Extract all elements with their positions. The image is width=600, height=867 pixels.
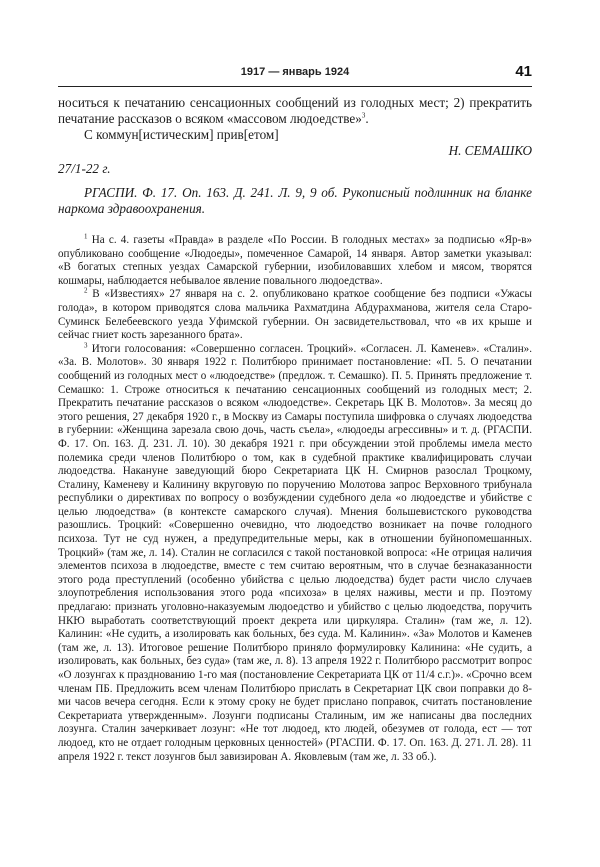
footnote — [58, 288, 532, 342]
footnote-number: 2 — [84, 286, 88, 295]
footnotes — [58, 234, 532, 764]
footnote-number: 1 — [84, 232, 88, 241]
footnote-text: На с. 4. газеты «Правда» в разделе «По России. В голодных местах» за подписью «Яр-в» опубликовано сообщение «Людоеды», помеченное Самарой, 14 января. Автор заметки указывал: «В богатых степных уездах Самарской губернии, изобиловавших хлебом и мясом, творятся кошмары, наблюдается небывалое явление повального людоедства». — [58, 234, 532, 287]
main-text — [58, 95, 532, 217]
footnote — [58, 234, 532, 288]
footnote-text: В «Известиях» 27 января на с. 2. опубликовано краткое сообщение без подписи «Ужасы голода», в котором приводятся слова мальчика Рахматдина Абдурахманова, жителя села Старо-Суминск Белебеевского уезда Уфимской губернии. Он засвидетельствовал, что «в их крыше и сейчас гниет кость зарезанного брата». — [58, 288, 532, 342]
archive-reference: РГАСПИ. Ф. 17. Оп. 163. Д. 241. Л. 9, 9 об. Рукописный подлинник на бланке наркома здравоохранения. — [58, 185, 532, 216]
letter-paragraph — [58, 95, 532, 127]
signature-row — [58, 143, 532, 159]
signature: Н. СЕМАШКО — [448, 143, 532, 158]
footnote-ref-3[interactable]: 3 — [361, 111, 366, 120]
footnote-text: Итоги голосования: «Совершенно согласен. Троцкий». «Согласен. Л. Каменев». «Сталин». «За. В. Молотов». 30 января 1922 г. Политбюро принимает постановление: «П. 5. О печатании сообщений из голодных мест о «людоедстве» (предлож. т. Семашко). П. 5. Принять предложение т. Семашко: 1. Строже относиться к печатанию сенсационных сообщений из голодных мест; 2. Прекратить печатание рассказов о всяком «людоедстве». Секретарь ЦК В. Молотов». За месяц до этого решения, 27 декабря 1920 г., в Москву из Самары поступила шифровка о случаях людоедства в губернии: «Женщина зарезала свою дочь, часть съела», «людоеды агрессивны» и т. д. (РГАСПИ. Ф. 17. Оп. 163. Д. 231. Л. 10). 30 декабря 1921 г. при обсуждении этой проблемы имела место полемика среди членов Политбюро о том, как в судебной практике квалифицировать случаи людоедства. Накануне заведующий бюро Секретариата ЦК Н. Смирнов разослал Троцкому, Сталину, Каменеву и Калинину вкруговую по поручению Молотова запрос Верховного трибунала республики о директивах по вопросу о возбуждении судебного дела «о людоедстве и убийстве с целью людоедства» (в контексте самарского случая). Мнения большевистского руководства разошлись. Троцкий: «Совершенно очевидно, что людоедство возникает на почве голодного психоза. Тут не суд нужен, а предупредительные меры, как в отношении буйнопомешанных. Троцкий» (там же, л. 14). Сталин не согласился с такой постановкой вопроса: «Не отрицая наличия элементов психоза в людоедстве, вместе с тем считаю вероятным, что в случае безнаказанности этого рода преступлений (особенно убийства с целью людоедства) будет расти число случаев злоупотребления использования этого рода «психоза» в целях наживы, мести и пр. Поэтому предлагаю: признать уголовно-наказуемым людоедство и убийство с целью людоедства, поручить НКЮ выработать соответствующий проект декрета или циркуляра. Сталин» (там же, л. 12). Калинин: «Не судить, а изолировать как больных, без суда. М. Калинин». «За» Молотов и Каменев (там же, л. 13). Итоговое решение Политбюро приняло формулировку Калинина: «Не судить, а изолировать, как больных, без суда» (там же, л. 8). 13 апреля 1922 г. Политбюро рассмотрит вопрос «О лозунгах к празднованию 1-го мая (постановление Секретариата ЦК от 11/4 с.г.)». «Срочно всем членам ПБ. Предложить всем членам Политбюро прислать в Секретариат ЦК свои поправки до 8-ми часов вечера сегодня. Если к этому сроку не будет прислано поправок, считать постановление Секретариата утвержденным». Лозунги подписаны Сталиным, им же написаны два последних лозунга. Сталин зачеркивает лозунг: «Не тот людоед, кто людей, обезумев от голода, ест — тот людоед, кто не отдает голодным церковных ценностей» (РГАСПИ. Ф. 17. Оп. 163. Д. 271. Л. 28). 11 апреля 1922 г. текст лозунгов был завизирован А. Яковлевым (там же, л. 33 об.). — [58, 342, 533, 763]
greeting: С коммун[истическим] прив[етом] — [84, 127, 279, 142]
running-title: 1917 — январь 1924 — [240, 66, 350, 78]
footnote — [58, 343, 532, 764]
page-number: 41 — [515, 63, 532, 80]
document-date: 27/1-22 г. — [58, 161, 111, 176]
footnote-number: 3 — [84, 341, 88, 350]
letter-paragraph-end: . — [365, 111, 369, 126]
running-header — [58, 63, 532, 87]
letter-paragraph-text: носиться к печатанию сенсационных сообщений из голодных мест; 2) прекратить печатание рассказов о всяком «массовом людоедстве» — [58, 95, 532, 126]
